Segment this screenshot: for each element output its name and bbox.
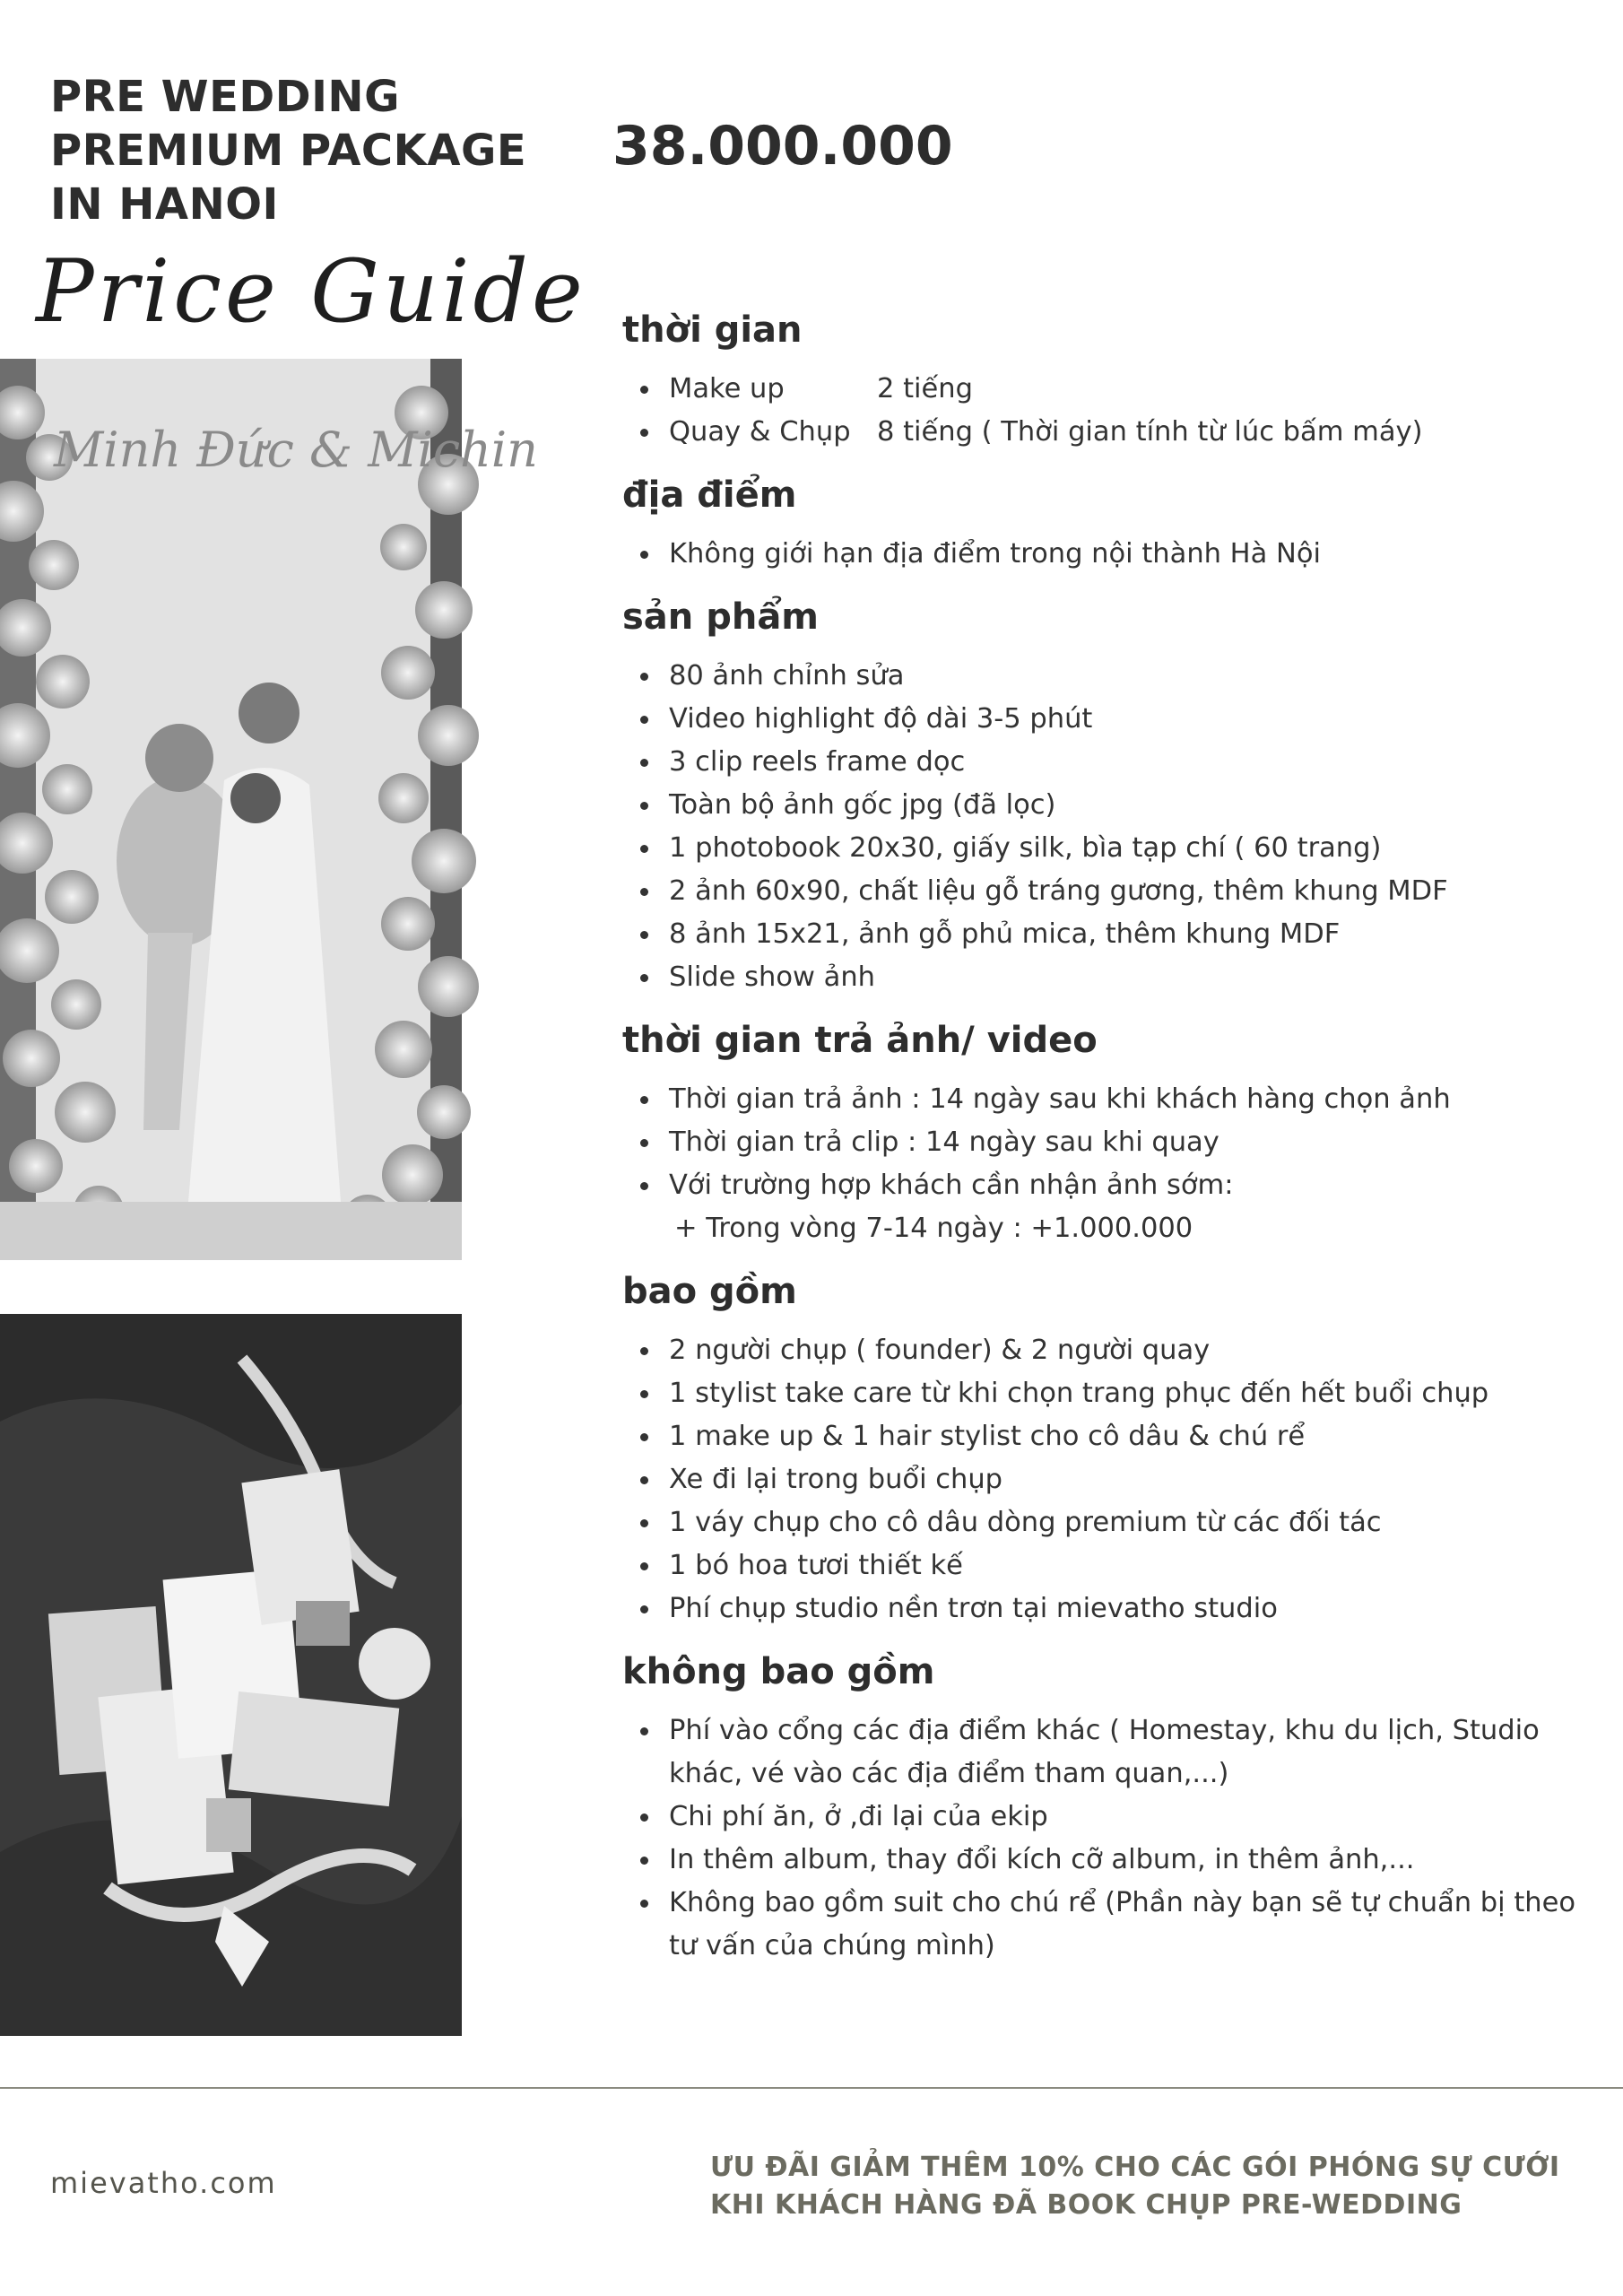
list-sub-item: + Trong vòng 7-14 ngày : +1.000.000: [674, 1213, 1193, 1244]
price-guide-script: Price Guide: [36, 241, 586, 342]
promo-line-2: KHI KHÁCH HÀNG ĐÃ BOOK CHỤP PRE-WEDDING: [710, 2189, 1462, 2221]
title-line-3: IN HANOI: [50, 179, 279, 230]
footer-divider: [0, 2087, 1623, 2089]
products-section: [622, 592, 1591, 999]
list-item: Slide show ảnh: [622, 956, 1591, 999]
location-heading: địa điểm: [622, 474, 797, 516]
package-price: 38.000.000: [612, 115, 953, 178]
promo-line-1: ƯU ĐÃI GIẢM THÊM 10% CHO CÁC GÓI PHÓNG SỰ CƯỚI: [710, 2152, 1560, 2183]
time-list: [622, 368, 1591, 454]
list-item: Không bao gồm suit cho chú rể (Phần này bạn sẽ tự chuẩn bị theo tư vấn của chúng mình): [622, 1882, 1591, 1968]
item-value: 8 tiếng ( Thời gian tính từ lúc bấm máy): [877, 416, 1423, 448]
item-label: Quay & Chụp: [669, 416, 851, 448]
list-item: Chi phí ăn, ở ,đi lại của ekip: [622, 1796, 1591, 1839]
list-item: 1 photobook 20x30, giấy silk, bìa tạp chí ( 60 trang): [622, 827, 1591, 870]
list-item: 2 ảnh 60x90, chất liệu gỗ tráng gương, thêm khung MDF: [622, 870, 1591, 913]
included-heading: bao gồm: [622, 1271, 797, 1312]
time-heading: thời gian: [622, 309, 803, 351]
list-item: 1 bó hoa tươi thiết kế: [622, 1544, 1591, 1587]
time-section: [622, 305, 1591, 454]
list-item: [622, 368, 1591, 411]
list-item: Phí chụp studio nền trơn tại mievatho studio: [622, 1587, 1591, 1631]
website-link[interactable]: mievatho.com: [50, 2166, 277, 2200]
promo-text: [710, 2149, 1560, 2224]
location-list: [622, 533, 1591, 576]
banner-text: Minh Đức & Michin: [54, 422, 538, 478]
products-list: [622, 655, 1591, 999]
invitation-flatlay-photo: [0, 1314, 462, 2036]
excluded-section: [622, 1647, 1591, 1968]
title-line-2: PREMIUM PACKAGE: [50, 126, 527, 176]
list-item: In thêm album, thay đổi kích cỡ album, in thêm ảnh,...: [622, 1839, 1591, 1882]
list-item: 1 stylist take care từ khi chọn trang phục đến hết buổi chụp: [622, 1372, 1591, 1415]
list-item: Thời gian trả ảnh : 14 ngày sau khi khách hàng chọn ảnh: [622, 1078, 1591, 1121]
item-value: 2 tiếng: [877, 373, 973, 404]
package-title: [50, 70, 526, 231]
list-item: 1 make up & 1 hair stylist cho cô dâu & chú rể: [622, 1415, 1591, 1458]
list-item: Phí vào cổng các địa điểm khác ( Homestay, khu du lịch, Studio khác, vé vào các địa điểm tham quan,...): [622, 1709, 1591, 1796]
excluded-heading: không bao gồm: [622, 1651, 935, 1692]
title-line-1: PRE WEDDING: [50, 72, 400, 122]
list-item: 2 người chụp ( founder) & 2 người quay: [622, 1329, 1591, 1372]
list-item: Không giới hạn địa điểm trong nội thành Hà Nội: [622, 533, 1591, 576]
list-item: Với trường hợp khách cần nhận ảnh sớm:: [622, 1164, 1591, 1207]
list-item: 8 ảnh 15x21, ảnh gỗ phủ mica, thêm khung MDF: [622, 913, 1591, 956]
couple-photo: [0, 359, 538, 1260]
delivery-section: [622, 1015, 1591, 1250]
excluded-list: [622, 1709, 1591, 1968]
list-item: 1 váy chụp cho cô dâu dòng premium từ các đối tác: [622, 1501, 1591, 1544]
included-section: [622, 1266, 1591, 1631]
products-heading: sản phẩm: [622, 596, 819, 638]
list-item: 3 clip reels frame dọc: [622, 741, 1591, 784]
list-item: Thời gian trả clip : 14 ngày sau khi quay: [622, 1121, 1591, 1164]
list-item: Video highlight độ dài 3-5 phút: [622, 698, 1591, 741]
delivery-list: [622, 1078, 1591, 1250]
list-item: Toàn bộ ảnh gốc jpg (đã lọc): [622, 784, 1591, 827]
delivery-heading: thời gian trả ảnh/ video: [622, 1020, 1098, 1061]
location-section: [622, 470, 1591, 576]
item-label: Make up: [669, 373, 785, 404]
included-list: [622, 1329, 1591, 1631]
list-item: [622, 411, 1591, 454]
list-item: Xe đi lại trong buổi chụp: [622, 1458, 1591, 1501]
package-details: [622, 305, 1591, 1984]
list-item: 80 ảnh chỉnh sửa: [622, 655, 1591, 698]
